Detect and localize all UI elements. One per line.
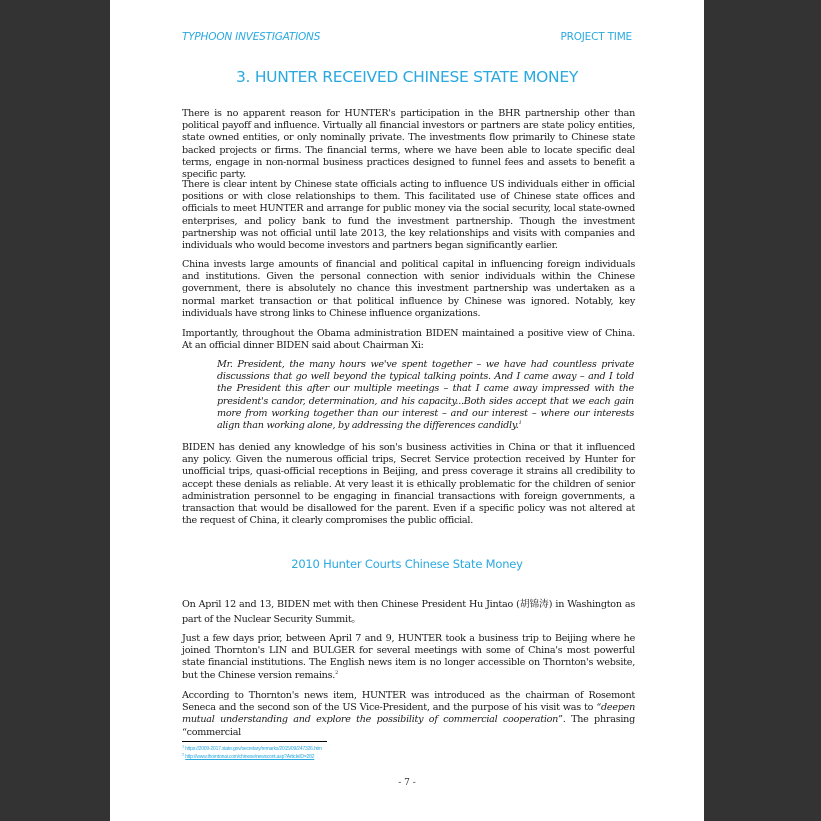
paragraph-text: China invests large amounts of financial and political capital in influencing foreign individuals and institutions. Given the personal connection with senior individuals within the Chinese government, there is absolutely no chance this investment partnership was undertaken as a normal market transaction or that political influence by Chinese was ignored. Notably, key individuals have strong links to Chinese influence organizations. — [182, 259, 635, 319]
paragraph-1 — [182, 108, 635, 181]
paragraph-7 — [182, 633, 635, 682]
footnote-link-1[interactable]: https://2009-2017.state.gov/secretary/remarks/2015/09/247326.htm — [185, 746, 322, 752]
footnote-ref-1[interactable]: 1 — [518, 419, 522, 426]
footnote-1 — [182, 743, 322, 752]
quoted-purpose: deepen mutual understanding and explore the possibility of commercial cooperation — [182, 702, 635, 726]
quote-text: Mr. President, the many hours we've spent together – we have had countless private discussions that go well beyond the typical talking points. And I came away – and I told the President this after our multiple meetings – that I came away impressed with the president's candor, determination, and his capacity...Both sides accept that we each gain more from working together than our interest – and our interest – where our interests align than working alone, by addressing the differences candidly. — [217, 359, 634, 432]
footnote-number: 2 — [182, 751, 185, 757]
paragraph-text: ”. The phrasing “commercial — [182, 714, 635, 738]
section-title: 3. HUNTER RECEIVED CHINESE STATE MONEY — [236, 68, 578, 86]
paragraph-2 — [182, 179, 635, 252]
paragraph-6 — [182, 597, 635, 627]
paragraph-3 — [182, 259, 635, 320]
paragraph-5 — [182, 442, 635, 527]
footnote-link-2[interactable]: http://www.thorntonai.com/chinese/newscont.asp?ArticleID=282 — [185, 754, 315, 760]
footnote-number: 1 — [182, 743, 185, 749]
paragraph-text: Just a few days prior, between April 7 and 9, HUNTER took a business trip to Beijing where he joined Thornton's LIN and BULGER for several meetings with some of China's most powerful state financial institutions. The English news item is no longer accessible on Thornton's website, but the Chinese version remains. — [182, 633, 635, 681]
paragraph-text: On April 12 and 13, BIDEN met with then Chinese President Hu Jintao (胡锦涛) in Washington as part of the Nuclear Security Summit。 — [182, 599, 635, 625]
block-quote — [217, 359, 634, 432]
header-right: PROJECT TIME — [560, 31, 632, 43]
subsection-title: 2010 Hunter Courts Chinese State Money — [291, 557, 523, 571]
page-number: - 7 - — [398, 778, 416, 788]
paragraph-text: There is no apparent reason for HUNTER's participation in the BHR partnership other than political payoff and influence. Virtually all financial investors or partners are state policy entities, state owned entities, or only nominally private. The investments flow primarily to Chinese state backed projects or firms. The financial terms, where we have been able to locate specific deal terms, engage in non-normal business practices designed to funnel fees and assets to benefit a specific party. — [182, 108, 635, 181]
paragraph-8 — [182, 690, 635, 739]
footnote-divider — [182, 741, 327, 742]
header-left: TYPHOON INVESTIGATIONS — [182, 31, 321, 43]
paragraph-text: BIDEN has denied any knowledge of his son's business activities in China or that it influenced any policy. Given the numerous official trips, Secret Service protection received by Hunter for unofficial trips, quasi-official receptions in Beijing, and press coverage it strains all credibility to accept these denials as reliable. At very least it is ethically problematic for the children of senior administration personnel to be engaging in financial transactions with foreign governments, a transaction that would be disallowed for the parent. Even if a specific policy was not altered at the request of China, it clearly compromises the public official. — [182, 442, 635, 527]
paragraph-4 — [182, 328, 635, 352]
footnote-2 — [182, 751, 315, 760]
document-page — [110, 0, 704, 821]
footnote-ref-2[interactable]: 2 — [335, 669, 338, 676]
paragraph-text: There is clear intent by Chinese state officials acting to influence US individuals either in official positions or with close relationships to them. This facilitated use of Chinese state offices and officials to meet HUNTER and arrange for public money via the social security, local state-owned enterprises, and policy bank to fund the investment partnership. Though the investment partnership was not official until late 2013, the key relationships and visits with companies and individuals who would become investors and partners began significantly earlier. — [182, 179, 635, 252]
paragraph-text: Importantly, throughout the Obama administration BIDEN maintained a positive view of China. At an official dinner BIDEN said about Chairman Xi: — [182, 328, 635, 352]
paragraph-text: According to Thornton's news item, HUNTER was introduced as the chairman of Rosemont Seneca and the second son of the US Vice-President, and the purpose of his visit was to “ — [182, 690, 635, 714]
